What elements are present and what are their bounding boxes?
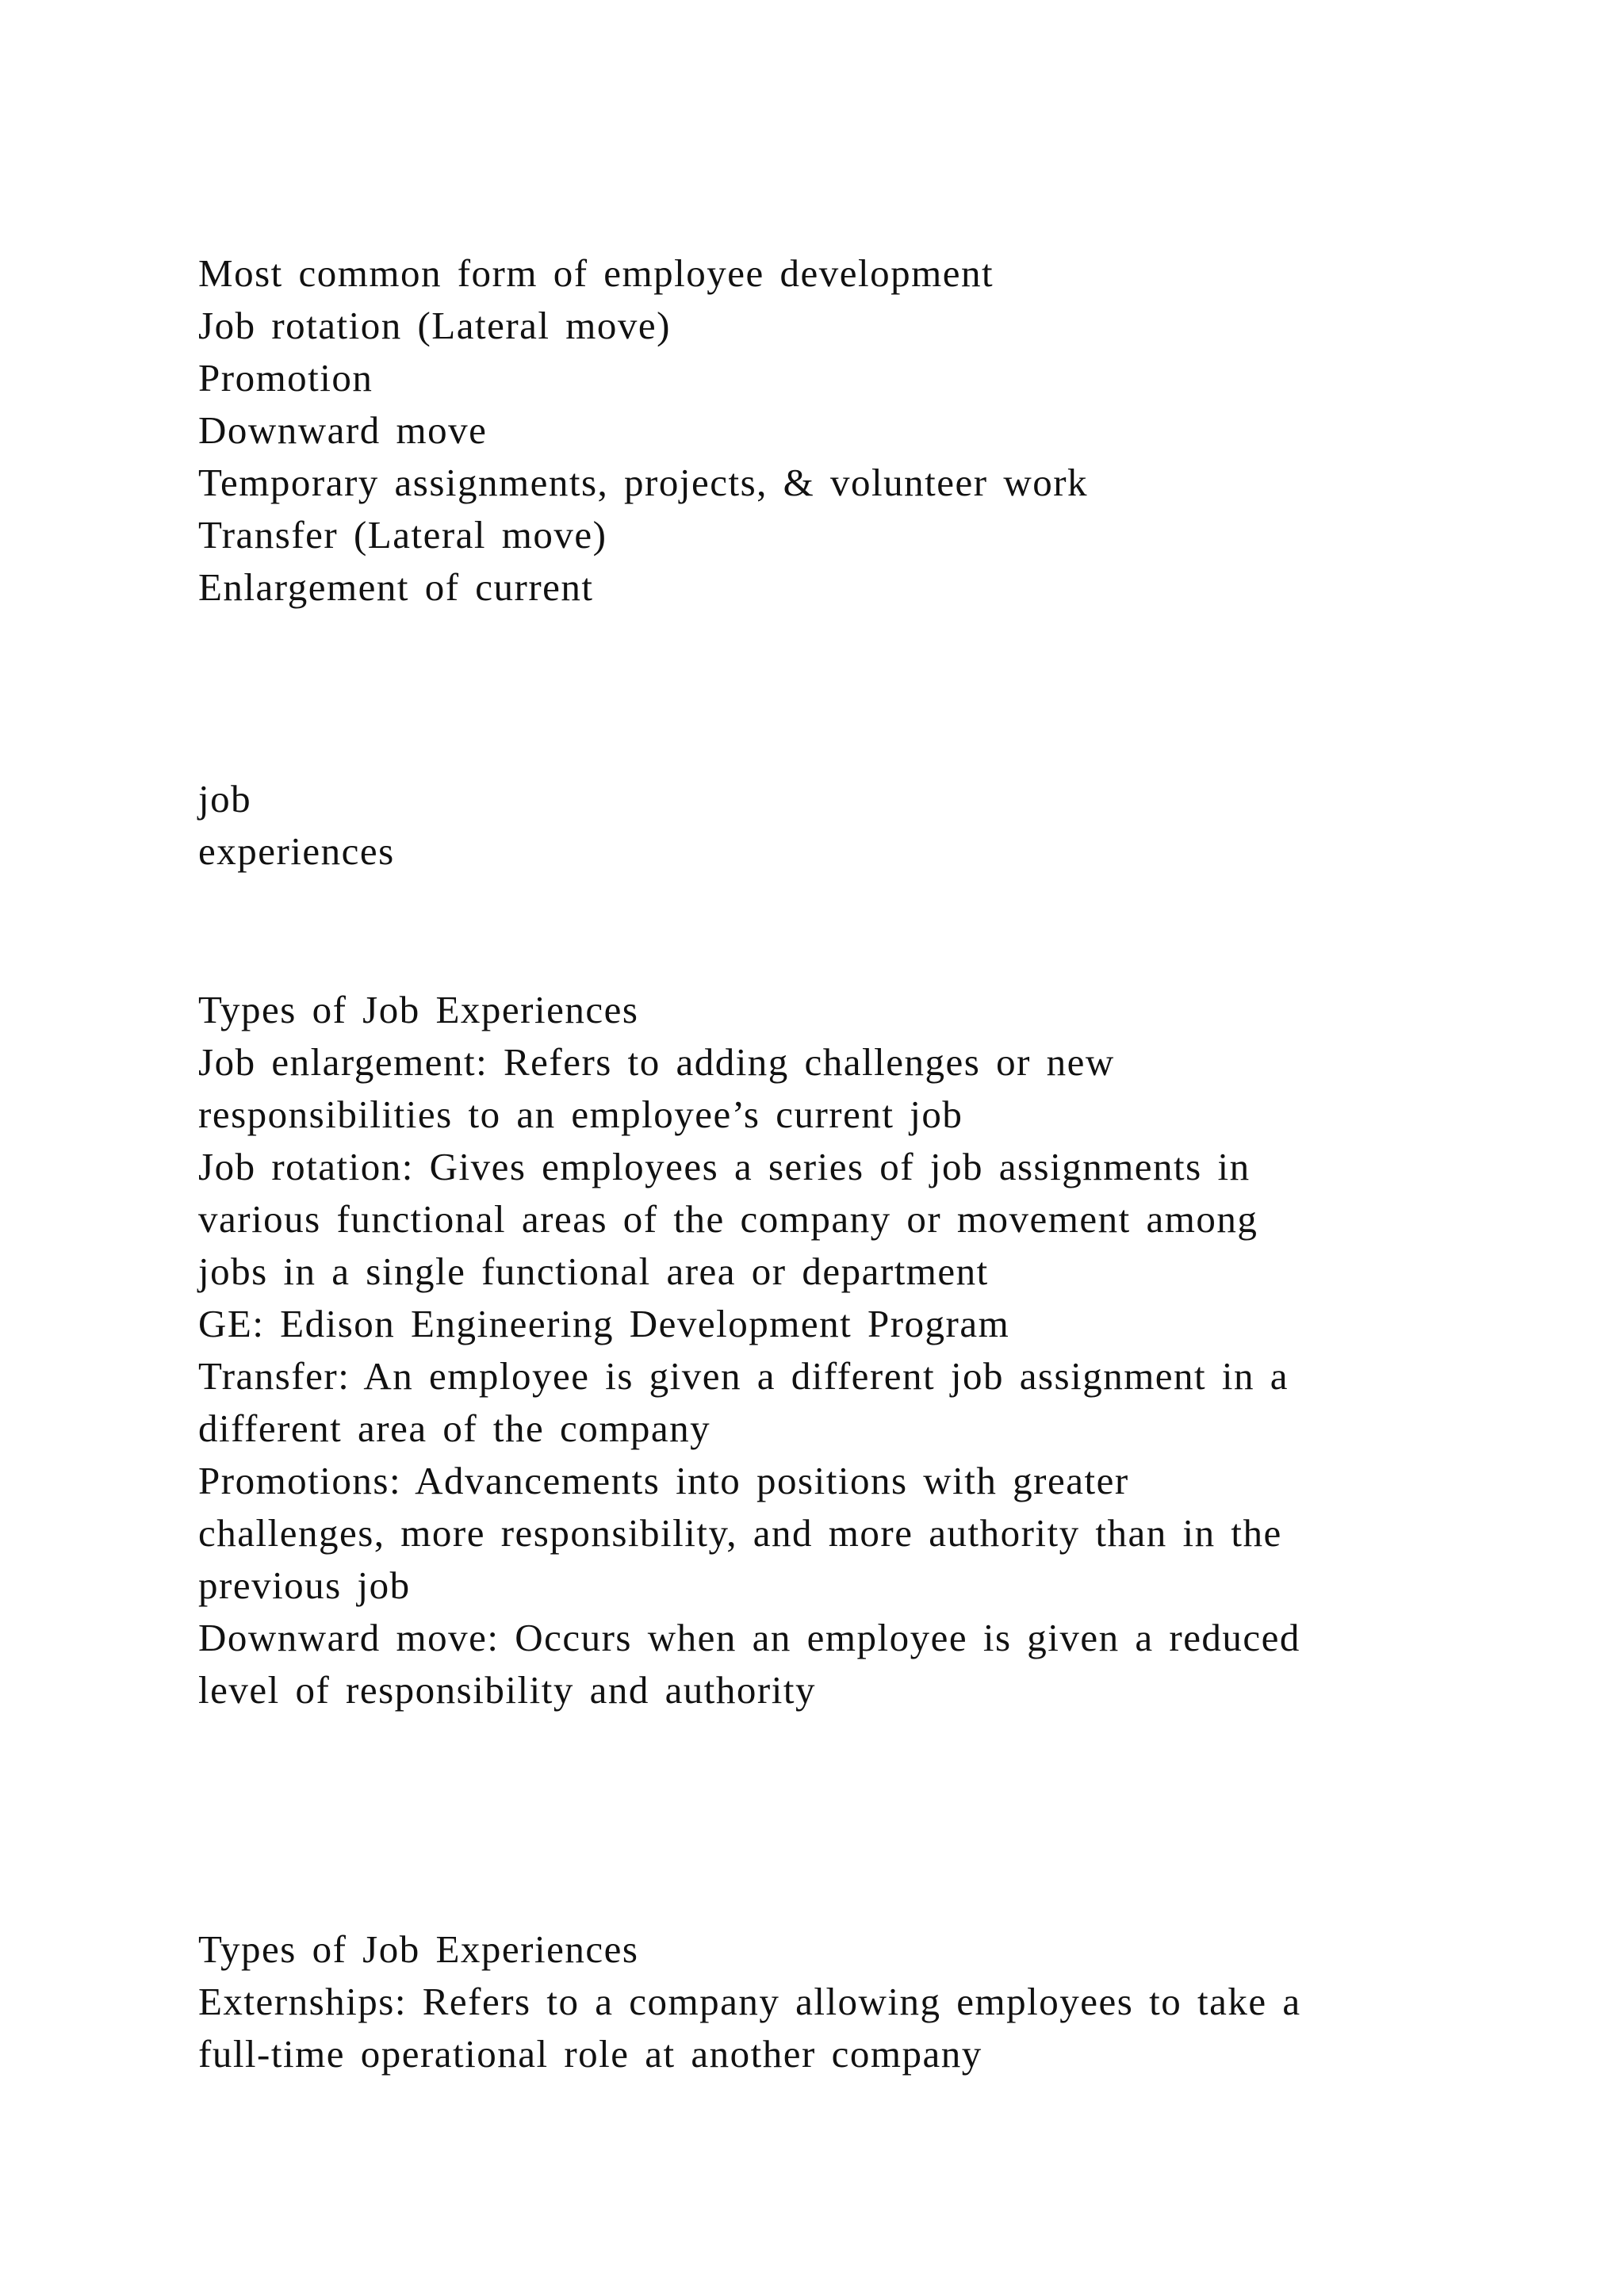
text-line: Downward move xyxy=(198,408,488,452)
section-heading: Types of Job Experiences xyxy=(198,988,639,1031)
text-line: experiences xyxy=(198,829,395,873)
text-line: Externships: Refers to a company allowing employees to take a xyxy=(198,1980,1301,2023)
text-line: jobs in a single functional area or department xyxy=(198,1249,989,1293)
text-line: Enlargement of current xyxy=(198,565,594,609)
text-line: Promotion xyxy=(198,356,373,400)
text-line: previous job xyxy=(198,1563,411,1607)
text-line: Job rotation (Lateral move) xyxy=(198,304,671,347)
text-line: various functional areas of the company or movement among xyxy=(198,1197,1258,1241)
text-line: Most common form of employee development xyxy=(198,251,994,295)
text-line: Transfer: An employee is given a different job assignment in a xyxy=(198,1354,1289,1398)
text-line: Downward move: Occurs when an employee is given a reduced xyxy=(198,1616,1300,1659)
text-line: Temporary assignments, projects, & volunteer work xyxy=(198,461,1089,504)
text-line: Job enlargement: Refers to adding challenges or new xyxy=(198,1040,1115,1084)
text-line: full-time operational role at another company xyxy=(198,2032,982,2076)
section-heading: Types of Job Experiences xyxy=(198,1927,639,1971)
text-line: Job rotation: Gives employees a series of job assignments in xyxy=(198,1145,1251,1188)
text-line: job xyxy=(198,777,252,821)
text-line: responsibilities to an employee’s current job xyxy=(198,1093,963,1136)
text-line: Promotions: Advancements into positions with greater xyxy=(198,1459,1129,1502)
text-line: level of responsibility and authority xyxy=(198,1668,816,1712)
text-line: different area of the company xyxy=(198,1406,711,1450)
text-line: GE: Edison Engineering Development Program xyxy=(198,1302,1010,1345)
text-line: Transfer (Lateral move) xyxy=(198,513,607,557)
text-line: challenges, more responsibility, and more authority than in the xyxy=(198,1511,1282,1555)
